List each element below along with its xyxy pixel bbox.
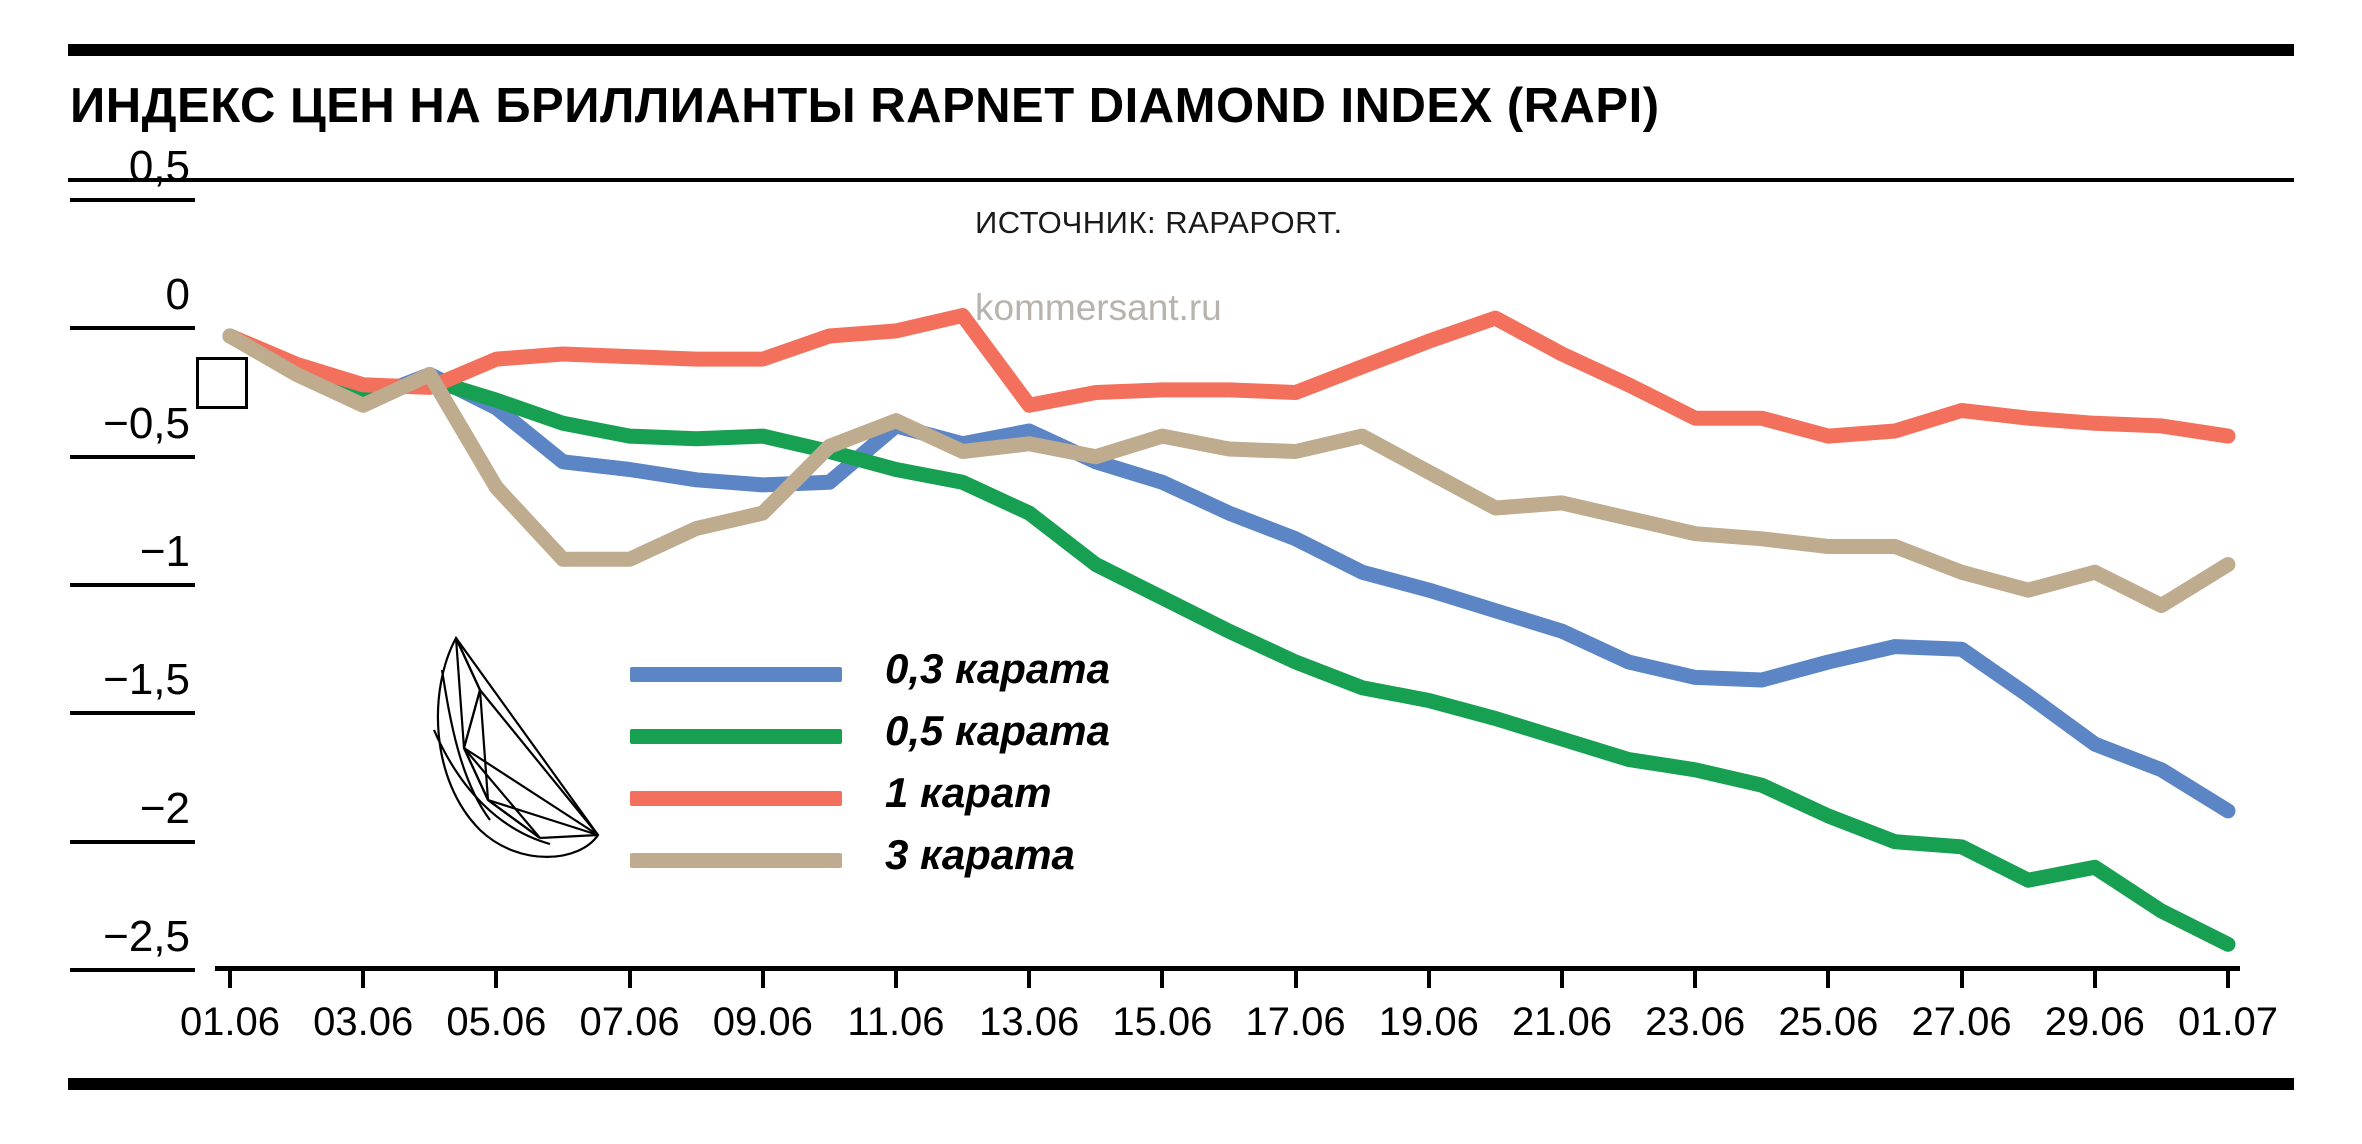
y-axis-label: −1: [139, 527, 190, 576]
x-axis-label: 15.06: [1112, 1000, 1213, 1044]
bottom-divider: [68, 1078, 2294, 1090]
x-axis-label: 01.07: [2177, 1000, 2279, 1044]
start-point-marker: [196, 357, 248, 409]
legend-label-05: 0,5 карата: [885, 707, 1110, 754]
y-axis-tick: [70, 326, 195, 330]
x-axis-tick: [1560, 966, 1564, 988]
x-axis-tick: [1160, 966, 1164, 988]
y-axis-tick: [70, 840, 195, 844]
y-axis-label: −0,5: [103, 398, 190, 448]
chart-legend: [630, 645, 1250, 893]
x-axis-tick: [2226, 966, 2230, 988]
x-axis-tick: [228, 966, 232, 988]
series-line-4: [230, 336, 2228, 606]
y-axis-tick: [70, 968, 195, 972]
x-axis-label: 05.06: [446, 1000, 547, 1044]
x-axis-tick: [361, 966, 365, 988]
x-axis-label: 13.06: [979, 1000, 1080, 1044]
legend-label-3: 3 карата: [885, 831, 1075, 878]
x-axis-label: 07.06: [579, 1000, 680, 1044]
y-axis-tick: [70, 711, 195, 715]
x-axis-tick: [761, 966, 765, 988]
x-axis-tick: [1294, 966, 1298, 988]
y-axis-label: −2,5: [103, 912, 190, 961]
x-axis-tick: [2093, 966, 2097, 988]
x-axis-tick: [1826, 966, 1830, 988]
y-axis-tick: [70, 198, 195, 202]
y-axis-tick: [70, 583, 195, 587]
legend-swatch-03: [630, 667, 842, 682]
x-axis-line: [215, 966, 2240, 971]
x-axis-tick: [628, 966, 632, 988]
x-axis-tick: [1693, 966, 1697, 988]
x-axis-label: 29.06: [2044, 1000, 2145, 1044]
x-axis-tick: [1027, 966, 1031, 988]
legend-item: [630, 707, 1250, 769]
legend-label-03: 0,3 карата: [885, 645, 1110, 692]
legend-item: [630, 831, 1250, 893]
source-note: ИСТОЧНИК: RAPAPORT.: [975, 205, 1343, 240]
site-watermark: kommersant.ru: [975, 287, 1222, 328]
x-axis-label: 19.06: [1378, 1000, 1479, 1044]
x-axis-label: 23.06: [1645, 1000, 1746, 1044]
legend-swatch-1: [630, 791, 842, 806]
y-axis-label: −2: [139, 783, 190, 833]
x-axis-tick: [894, 966, 898, 988]
legend-swatch-3: [630, 853, 842, 868]
y-axis-label: 0: [165, 270, 190, 320]
x-axis-label: 09.06: [712, 1000, 813, 1044]
x-axis-tick: [494, 966, 498, 988]
y-axis-label: 0,5: [128, 142, 190, 191]
x-axis-label: 25.06: [1778, 1000, 1879, 1044]
x-axis-label: 03.06: [313, 1000, 414, 1044]
x-axis-label: 01.06: [179, 1000, 281, 1044]
legend-label-1: 1 карат: [885, 769, 1052, 816]
diamond-icon: [420, 630, 610, 865]
page-title: ИНДЕКС ЦЕН НА БРИЛЛИАНТЫ RAPNET DIAMOND INDEX (RAPI): [70, 79, 1660, 133]
y-axis-tick: [70, 455, 195, 459]
x-axis-label: 17.06: [1245, 1000, 1346, 1044]
title-divider: [68, 178, 2294, 182]
x-axis-tick: [1427, 966, 1431, 988]
x-axis-label: 27.06: [1911, 1000, 2012, 1044]
x-axis-label: 11.06: [847, 1000, 945, 1044]
legend-item: [630, 645, 1250, 707]
top-divider: [68, 44, 2294, 56]
legend-swatch-05: [630, 729, 842, 744]
x-axis-tick: [1960, 966, 1964, 988]
x-axis-label: 21.06: [1511, 1000, 1613, 1044]
y-axis-label: −1,5: [103, 655, 190, 705]
legend-item: [630, 769, 1250, 831]
